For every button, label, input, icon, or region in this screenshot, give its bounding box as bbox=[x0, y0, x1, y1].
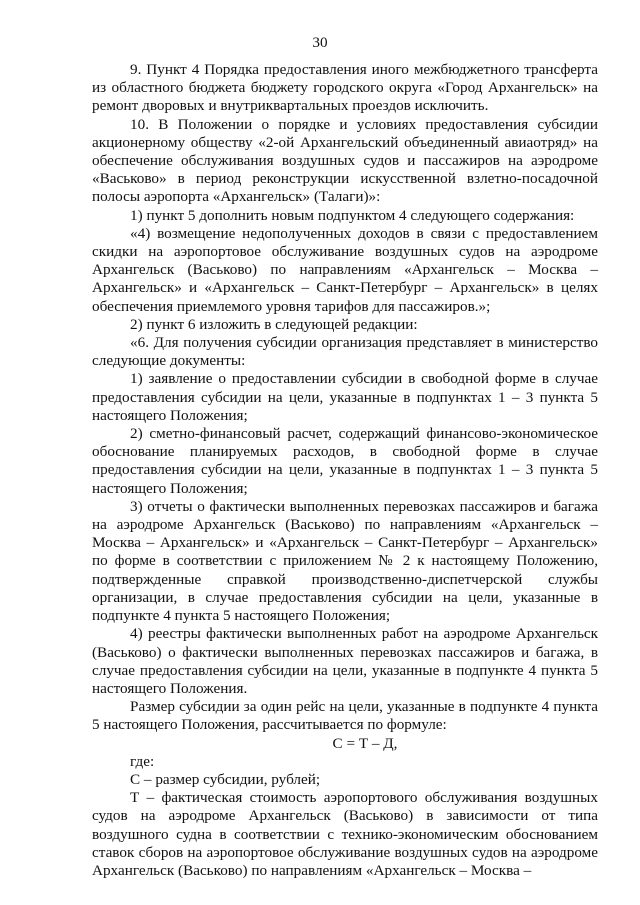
subitem-2-point-6: 2) пункт 6 изложить в следующей редакции: bbox=[130, 315, 418, 333]
definition-c: С – размер субсидии, рублей; bbox=[130, 770, 321, 788]
where-label: где: bbox=[130, 752, 155, 770]
paragraph-item-10: 10. В Положении о порядке и условиях предоставления субсидии акционерному обществу «2-ой Архангельский объединенный авиаотряд» на обеспечение обслуживания воздушных судов и пассажиров на аэродроме «Васьково» в период реконструкции искусственной взлетно-посадочной полосы аэропорта «Архангельск» (Талаги)»: bbox=[92, 115, 598, 206]
definition-t: Т – фактическая стоимость аэропортового обслуживания воздушных судов на аэродроме Архангельск (Васьково) в зависимости от типа воздушного судна в соответствии с технико-экономическим обоснованием ставок сборов на аэропортовое обслуживание воздушных судов на аэродроме Архангельск (Васьково) по направлениям «Архангельск – Москва – bbox=[92, 789, 598, 879]
page-number: 30 bbox=[312, 34, 328, 51]
quoted-subpoint-4: «4) возмещение недополученных доходов в связи с предоставлением скидки на аэропортовое обслуживание воздушных судов на аэродроме Архангельск (Васьково) по направлениям «Архангельск – Москва – Архангельск» и «Архангельск – Санкт-Петербург – Архангельск» в целях обеспечения приемлемого уровня тарифов для пассажиров.»; bbox=[92, 224, 598, 315]
document-body bbox=[92, 61, 598, 880]
paragraph-item-9: 9. Пункт 4 Порядка предоставления иного межбюджетного трансферта из областного бюджета бюджету городского округа «Город Архангельск» на ремонт дворовых и внутриквартальных проездов исключить. bbox=[92, 61, 598, 115]
document-list-item-4: 4) реестры фактически выполненных работ на аэродроме Архангельск (Васьково) о фактически выполненных перевозках пассажиров и багажа, в случае предоставления субсидии на цели, указанные в подпункте 4 пункта 5 настоящего Положения. bbox=[92, 625, 598, 697]
quoted-point-6: «6. Для получения субсидии организация представляет в министерство следующие документы: bbox=[92, 334, 598, 370]
document-list-item-1: 1) заявление о предоставлении субсидии в свободной форме в случае предоставления субсидии на цели, указанные в подпунктах 1 – 3 пункта 5 настоящего Положения; bbox=[92, 370, 598, 424]
subsidy-size-paragraph: Размер субсидии за один рейс на цели, указанные в подпункте 4 пункта 5 настоящего Положения, рассчитывается по формуле: bbox=[92, 698, 598, 734]
subitem-1-point-5: 1) пункт 5 дополнить новым подпунктом 4 следующего содержания: bbox=[130, 206, 575, 224]
subsidy-formula: С = Т – Д, bbox=[332, 734, 398, 752]
document-list-item-2: 2) сметно-финансовый расчет, содержащий финансово-экономическое обоснование планируемых расходов, в свободной форме в случае предоставления субсидии на цели, указанные в подпунктах 1 – 3 пункта 5 настоящего Положения; bbox=[92, 425, 598, 497]
document-list-item-3: 3) отчеты о фактически выполненных перевозках пассажиров и багажа на аэродроме Архангельск (Васьково) по направлениям «Архангельск – Москва – Архангельск» и «Архангельск – Санкт-Петербург – Архангельск» по форме в соответствии с приложением № 2 к настоящему Положению, подтвержденные справкой производственно-диспетчерской службы организации, в случае предоставления субсидии на цели, указанные в подпункте 4 пункта 5 настоящего Положения; bbox=[92, 497, 598, 625]
